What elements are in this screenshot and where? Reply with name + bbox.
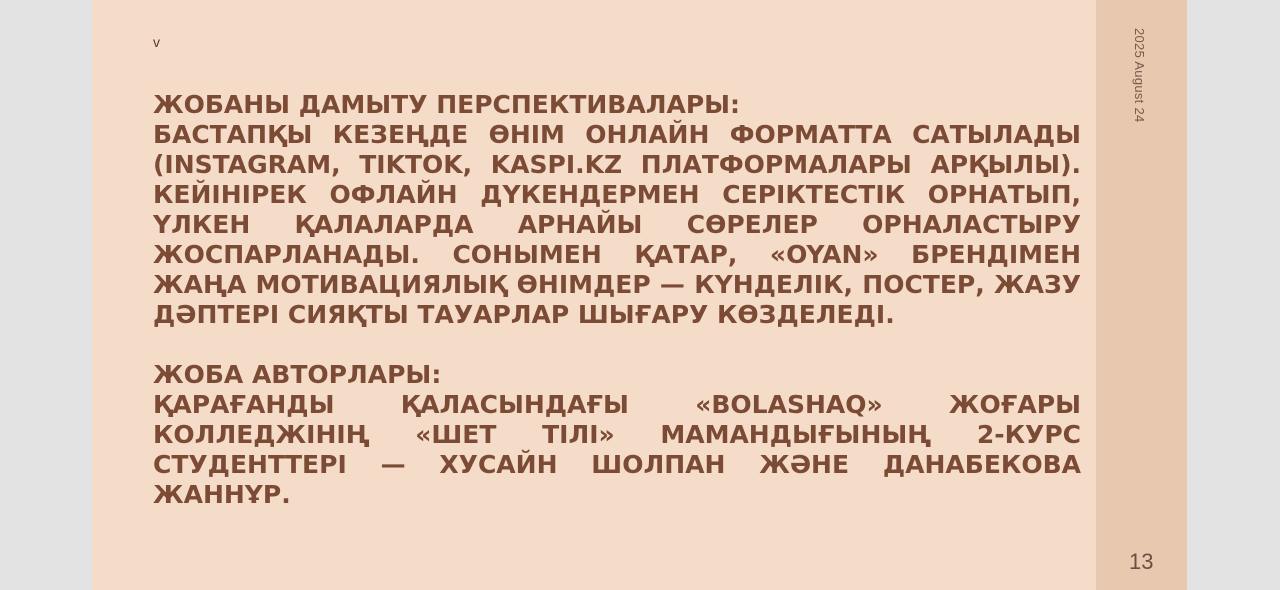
authors-heading: ЖОБА АВТОРЛАРЫ:	[153, 360, 442, 389]
slide-page	[92, 0, 1096, 590]
authors-paragraph: ҚАРАҒАНДЫ ҚАЛАСЫНДАҒЫ «BOLASHAQ» ЖОҒАРЫ КОЛЛЕДЖІНІҢ «ШЕТ ТІЛІ» МАМАНДЫҒЫНЫҢ 2-КУРС СТУДЕНТТЕРІ — ХУСАЙН ШОЛПАН ЖӘНЕ ДАНАБЕКОВА ЖАННҰР.	[153, 390, 1081, 509]
perspectives-heading: ЖОБАНЫ ДАМЫТУ ПЕРСПЕКТИВАЛАРЫ:	[153, 90, 741, 119]
slide-body-text	[153, 90, 1081, 510]
section-spacer	[153, 330, 1081, 360]
perspectives-paragraph: БАСТАПҚЫ КЕЗЕҢДЕ ӨНІМ ОНЛАЙН ФОРМАТТА САТЫЛАДЫ (INSTAGRAM, TIKTOK, KASPI.KZ ПЛАТФОРМАЛАРЫ АРҚЫЛЫ). КЕЙІНІРЕК ОФЛАЙН ДҮКЕНДЕРМЕН СЕРІКТЕСТІК ОРНАТЫП, ҮЛКЕН ҚАЛАЛАРДА АРНАЙЫ СӨРЕЛЕР ОРНАЛАСТЫРУ ЖОСПАРЛАНАДЫ. СОНЫМЕН ҚАТАР, «OYAN» БРЕНДІМЕН ЖАҢА МОТИВАЦИЯЛЫҚ ӨНІМДЕР — КҮНДЕЛІК, ПОСТЕР, ЖАЗУ ДӘПТЕРІ СИЯҚТЫ ТАУАРЛАР ШЫҒАРУ КӨЗДЕЛЕДІ.	[153, 120, 1081, 329]
corner-mark: v	[153, 34, 160, 50]
page-number: 13	[1129, 549, 1154, 574]
date-label: 2025 August 24	[1132, 28, 1147, 123]
